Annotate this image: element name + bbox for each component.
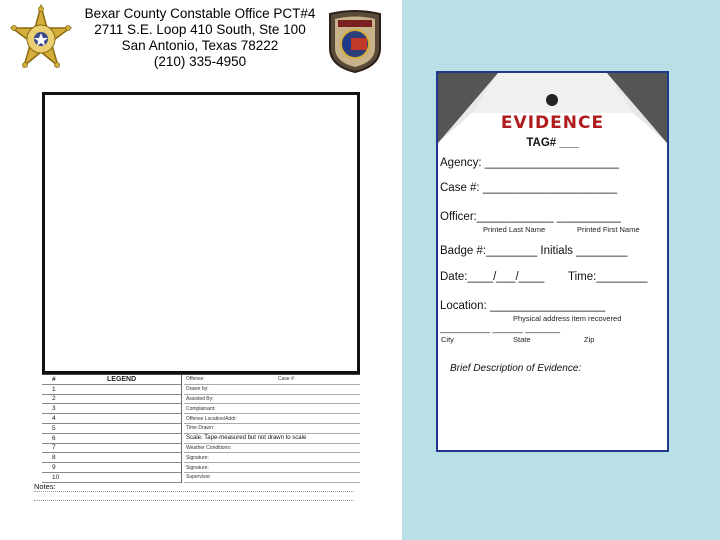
info-row-scale bbox=[184, 434, 360, 444]
complainant-label: Complainant: bbox=[186, 405, 216, 412]
notes-field[interactable] bbox=[34, 491, 354, 501]
legend-number: 8 bbox=[52, 454, 56, 462]
location-field[interactable]: Location: __________________ bbox=[440, 300, 605, 312]
supervisor-label: Supervisor: bbox=[186, 474, 212, 481]
legend-numbers-column bbox=[42, 375, 182, 483]
header-address: 2711 S.E. Loop 410 South, Ste 100 bbox=[94, 22, 306, 37]
assisted-by-label: Assisted By: bbox=[186, 395, 214, 402]
case-info-column bbox=[184, 375, 360, 483]
legend-row[interactable] bbox=[42, 453, 181, 463]
info-row-drawn-by[interactable] bbox=[184, 385, 360, 395]
printed-last-name-label: Printed Last Name bbox=[483, 225, 546, 234]
legend-row[interactable] bbox=[42, 463, 181, 473]
signature-label: Signature: bbox=[186, 464, 209, 471]
info-row-assisted-by[interactable] bbox=[184, 395, 360, 405]
legend-row[interactable] bbox=[42, 385, 181, 395]
legend-row[interactable] bbox=[42, 444, 181, 454]
office-header bbox=[60, 6, 340, 70]
constable-patch-icon bbox=[326, 8, 384, 74]
legend-number: 4 bbox=[52, 415, 56, 423]
offense-label: Offense: bbox=[186, 376, 205, 383]
legend-row[interactable] bbox=[42, 395, 181, 405]
date-field[interactable]: Date:____/___/____ bbox=[440, 271, 545, 283]
legend-number: 2 bbox=[52, 395, 56, 403]
case-number-field[interactable]: Case #: _____________________ bbox=[440, 182, 618, 194]
agency-field[interactable]: Agency: _____________________ bbox=[440, 157, 620, 169]
legend-number: 1 bbox=[52, 385, 56, 393]
offense-location-label: Offense Location/Addr: bbox=[186, 415, 238, 422]
tag-number-field[interactable]: TAG# ___ bbox=[526, 137, 579, 149]
legend-row[interactable] bbox=[42, 434, 181, 444]
brief-description-label: Brief Description of Evidence: bbox=[450, 363, 582, 374]
notes-label: Notes: bbox=[34, 482, 56, 491]
legend-row[interactable] bbox=[42, 424, 181, 434]
legend-row[interactable] bbox=[42, 414, 181, 424]
officer-field[interactable]: Officer:____________ __________ bbox=[440, 211, 621, 223]
scene-diagram-area[interactable] bbox=[42, 92, 360, 374]
evidence-tag bbox=[436, 71, 669, 452]
legend-number: 5 bbox=[52, 424, 56, 432]
legend-number: 9 bbox=[52, 464, 56, 472]
time-drawn-label: Time Drawn: bbox=[186, 425, 215, 432]
badge-initials-field[interactable]: Badge #:________ Initials ________ bbox=[440, 245, 628, 257]
time-field[interactable]: Time:________ bbox=[568, 271, 648, 283]
info-row-signature[interactable] bbox=[184, 463, 360, 473]
evidence-title: EVIDENCE bbox=[500, 113, 605, 133]
legend-title: LEGEND bbox=[107, 375, 137, 383]
case-number-label: Case #: bbox=[278, 376, 296, 383]
info-row-complainant[interactable] bbox=[184, 404, 360, 414]
legend-number: 6 bbox=[52, 434, 56, 442]
legend-hash: # bbox=[52, 375, 56, 383]
city-state-zip-lines[interactable]: __________ ______ _______ bbox=[440, 323, 561, 333]
state-label: State bbox=[513, 335, 531, 344]
info-row-offense-location[interactable] bbox=[184, 414, 360, 424]
city-label: City bbox=[441, 335, 454, 344]
info-row-weather[interactable] bbox=[184, 444, 360, 454]
legend-number: 10 bbox=[52, 473, 60, 481]
legend-number: 7 bbox=[52, 444, 56, 452]
legend-row[interactable] bbox=[42, 473, 181, 483]
info-row-time-drawn[interactable] bbox=[184, 424, 360, 434]
header-office-name: Bexar County Constable Office PCT#4 bbox=[84, 6, 316, 21]
drawn-by-label: Drawn by: bbox=[186, 386, 209, 393]
printed-first-name-label: Printed First Name bbox=[577, 225, 640, 234]
info-row-supervisor[interactable] bbox=[184, 473, 360, 483]
legend-header-row bbox=[42, 375, 181, 385]
header-phone: (210) 335-4950 bbox=[153, 54, 247, 69]
legend-number: 3 bbox=[52, 405, 56, 413]
signature-label: Signature: bbox=[186, 454, 209, 461]
tag-string-hole-icon bbox=[546, 94, 558, 106]
scale-label: Scale: Tape-measured but not drawn to scale bbox=[186, 435, 307, 442]
info-row-signature[interactable] bbox=[184, 453, 360, 463]
header-city-state: San Antonio, Texas 78222 bbox=[121, 38, 279, 53]
weather-label: Weather Conditions: bbox=[186, 444, 232, 451]
physical-address-label: Physical address item recovered bbox=[513, 314, 622, 323]
zip-label: Zip bbox=[584, 335, 595, 344]
legend-row[interactable] bbox=[42, 404, 181, 414]
info-row-offense[interactable] bbox=[184, 375, 360, 385]
legend-table bbox=[42, 374, 360, 484]
